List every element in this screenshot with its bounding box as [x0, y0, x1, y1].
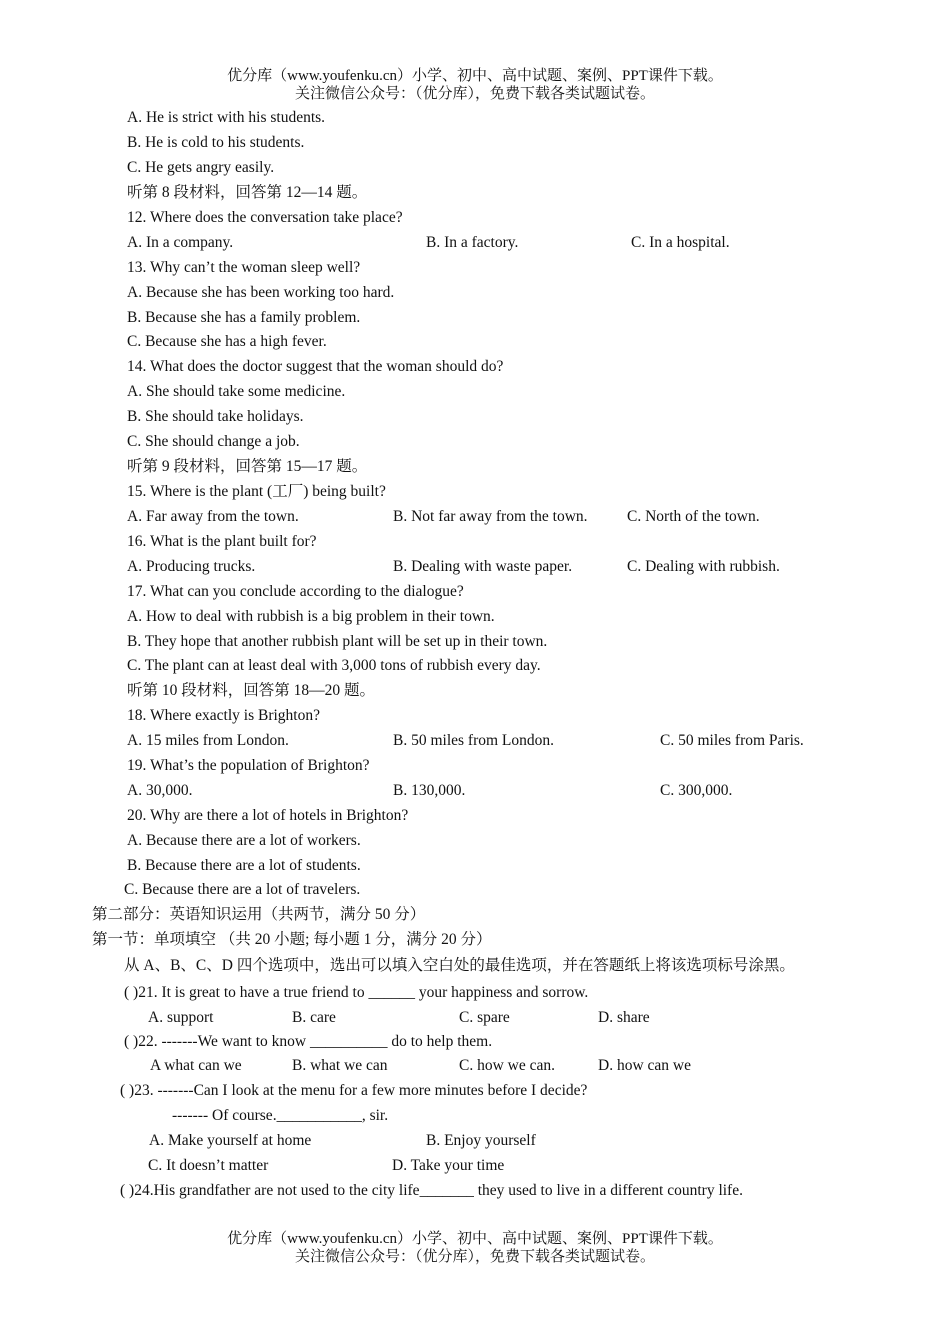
q21-option-c: C. spare	[459, 1009, 510, 1026]
q12-option-a: A. In a company.	[127, 234, 234, 251]
q23-option-c: C. It doesn’t matter	[148, 1157, 269, 1174]
instructions: 从 A、B、C、D 四个选项中，选出可以填入空白处的最佳选项，并在答题纸上将该选项标号涂黑。	[124, 957, 795, 974]
q23-option-b: B. Enjoy yourself	[426, 1132, 536, 1149]
q19-option-b: B. 130,000.	[393, 782, 466, 799]
q12-option-b: B. In a factory.	[426, 234, 519, 251]
q18-option-c: C. 50 miles from Paris.	[660, 732, 804, 749]
q17-option-b: B. They hope that another rubbish plant will be set up in their town.	[127, 633, 548, 650]
q14-question: 14. What does the doctor suggest that the woman should do?	[127, 358, 504, 375]
q15-option-a: A. Far away from the town.	[127, 508, 299, 525]
q23-option-a: A. Make yourself at home	[149, 1132, 312, 1149]
q23-question-reply: ------- Of course.___________, sir.	[172, 1107, 389, 1124]
part-2-heading: 第二部分：英语知识运用（共两节，满分 50 分）	[92, 906, 426, 923]
q20-option-a: A. Because there are a lot of workers.	[127, 832, 361, 849]
q11-option-a: A. He is strict with his students.	[127, 109, 326, 126]
q22-option-b: B. what we can	[292, 1057, 388, 1074]
q17-question: 17. What can you conclude according to the dialogue?	[127, 583, 464, 600]
q15-question: 15. Where is the plant (工厂) being built?	[127, 483, 386, 500]
q20-question: 20. Why are there a lot of hotels in Brighton?	[127, 807, 409, 824]
q18-option-a: A. 15 miles from London.	[127, 732, 289, 749]
section-9-heading: 听第 9 段材料，回答第 15—17 题。	[127, 458, 368, 475]
section-10-heading: 听第 10 段材料，回答第 18—20 题。	[127, 682, 376, 699]
q14-option-b: B. She should take holidays.	[127, 408, 304, 425]
page-header-line-1: 优分库（www.youfenku.cn）小学、初中、高中试题、案例、PPT课件下载。	[227, 68, 723, 84]
q16-option-b: B. Dealing with waste paper.	[393, 558, 573, 575]
q13-option-b: B. Because she has a family problem.	[127, 309, 361, 326]
q19-option-c: C. 300,000.	[660, 782, 733, 799]
q17-option-c: C. The plant can at least deal with 3,000 tons of rubbish every day.	[127, 657, 541, 674]
page-footer-line-1: 优分库（www.youfenku.cn）小学、初中、高中试题、案例、PPT课件下载。	[227, 1231, 723, 1247]
q13-option-c: C. Because she has a high fever.	[127, 333, 327, 350]
q16-question: 16. What is the plant built for?	[127, 533, 317, 550]
q15-option-b: B. Not far away from the town.	[393, 508, 588, 525]
q21-option-a: A. support	[148, 1009, 214, 1026]
q21-question: ( )21. It is great to have a true friend to ______ your happiness and sorrow.	[124, 984, 589, 1001]
q22-option-a: A what can we	[150, 1057, 242, 1074]
page-header-line-2: 关注微信公众号：（优分库），免费下载各类试题试卷。	[294, 86, 655, 102]
q11-option-b: B. He is cold to his students.	[127, 134, 305, 151]
q21-option-b: B. care	[292, 1009, 336, 1026]
q20-option-c: C. Because there are a lot of travelers.	[124, 881, 361, 898]
q12-question: 12. Where does the conversation take place?	[127, 209, 403, 226]
q19-question: 19. What’s the population of Brighton?	[127, 757, 370, 774]
q23-option-d: D. Take your time	[392, 1157, 505, 1174]
section-8-heading: 听第 8 段材料，回答第 12—14 题。	[127, 184, 368, 201]
q18-option-b: B. 50 miles from London.	[393, 732, 555, 749]
q13-question: 13. Why can’t the woman sleep well?	[127, 259, 361, 276]
q14-option-c: C. She should change a job.	[127, 433, 300, 450]
q23-question: ( )23. -------Can I look at the menu for a few more minutes before I decide?	[120, 1082, 588, 1099]
q22-question: ( )22. -------We want to know __________ do to help them.	[124, 1033, 493, 1050]
q11-option-c: C. He gets angry easily.	[127, 159, 275, 176]
q13-option-a: A. Because she has been working too hard.	[127, 284, 395, 301]
q22-option-d: D. how can we	[598, 1057, 691, 1074]
q16-option-c: C. Dealing with rubbish.	[627, 558, 780, 575]
q22-option-c: C. how we can.	[459, 1057, 555, 1074]
q19-option-a: A. 30,000.	[127, 782, 193, 799]
q14-option-a: A. She should take some medicine.	[127, 383, 346, 400]
q12-option-c: C. In a hospital.	[631, 234, 730, 251]
q24-question: ( )24.His grandfather are not used to the city life_______ they used to live in a different country life.	[120, 1182, 743, 1199]
section-1-heading: 第一节：单项填空 （共 20 小题; 每小题 1 分，满分 20 分）	[92, 931, 492, 948]
q16-option-a: A. Producing trucks.	[127, 558, 256, 575]
page-footer-line-2: 关注微信公众号：（优分库），免费下载各类试题试卷。	[294, 1249, 655, 1265]
q21-option-d: D. share	[598, 1009, 650, 1026]
q15-option-c: C. North of the town.	[627, 508, 760, 525]
q20-option-b: B. Because there are a lot of students.	[127, 857, 361, 874]
q18-question: 18. Where exactly is Brighton?	[127, 707, 320, 724]
q17-option-a: A. How to deal with rubbish is a big problem in their town.	[127, 608, 495, 625]
